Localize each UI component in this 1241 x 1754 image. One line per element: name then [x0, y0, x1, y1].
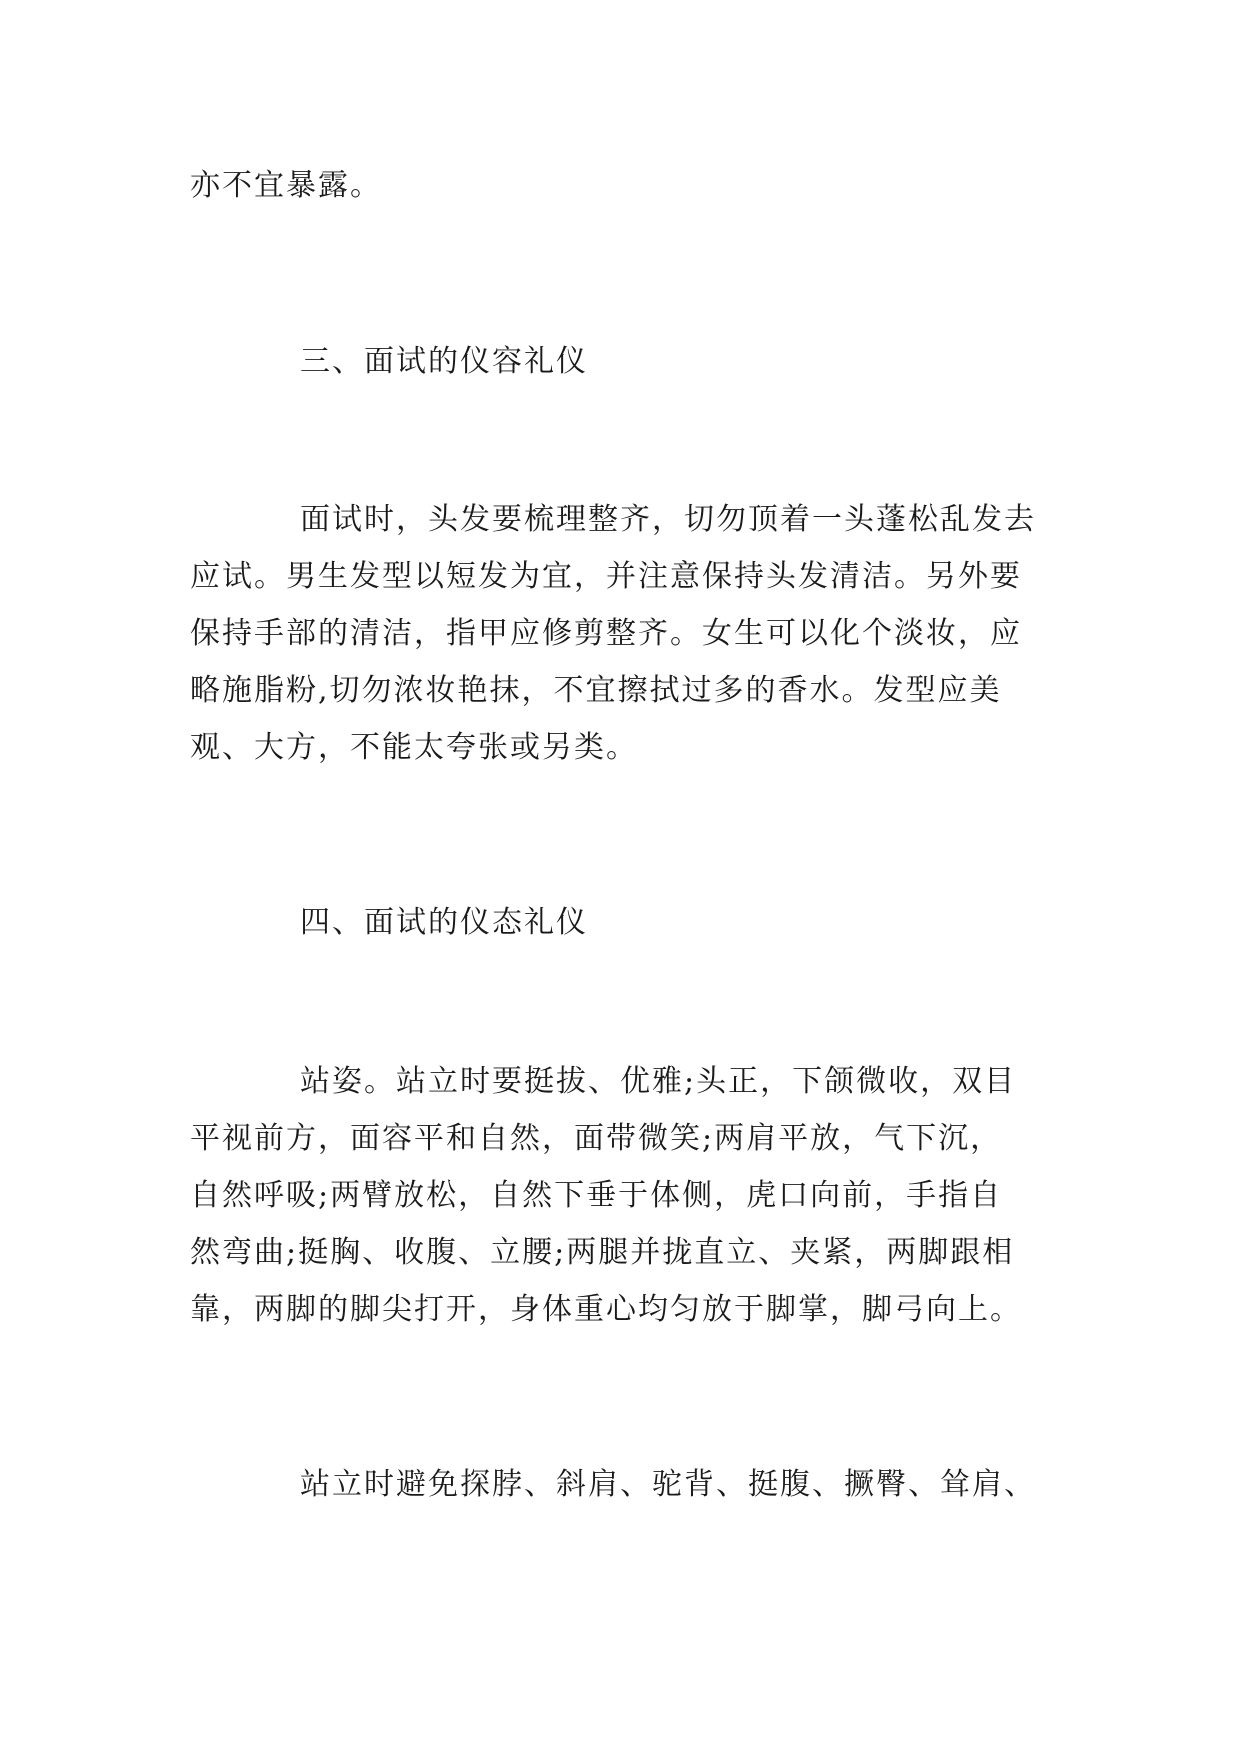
section-heading-4: 四、面试的仪态礼仪: [300, 905, 588, 940]
paragraph-line: 站姿。站立时要挺拔、优雅;头正，下颌微收，双目: [300, 1064, 1017, 1099]
paragraph-line: 站立时避免探脖、斜肩、驼背、挺腹、撅臀、耸肩、: [300, 1467, 1036, 1502]
paragraph-line: 略施脂粉,切勿浓妆艳抹，不宜擦拭过多的香水。发型应美: [190, 673, 1002, 708]
paragraph-line: 亦不宜暴露。: [190, 168, 382, 203]
paragraph-line: 靠，两脚的脚尖打开，身体重心均匀放于脚掌，脚弓向上。: [190, 1292, 1022, 1327]
paragraph-line: 应试。男生发型以短发为宜，并注意保持头发清洁。另外要: [190, 559, 1022, 594]
paragraph-line: 保持手部的清洁，指甲应修剪整齐。女生可以化个淡妆，应: [190, 616, 1022, 651]
paragraph-line: 面试时，头发要梳理整齐，切勿顶着一头蓬松乱发去: [300, 502, 1036, 537]
paragraph-line: 平视前方，面容平和自然，面带微笑;两肩平放，气下沉，: [190, 1121, 1003, 1156]
section-heading-3: 三、面试的仪容礼仪: [300, 344, 588, 379]
paragraph-line: 观、大方，不能太夸张或另类。: [190, 730, 638, 765]
paragraph-line: 然弯曲;挺胸、收腹、立腰;两腿并拢直立、夹紧，两脚跟相: [190, 1235, 1015, 1270]
paragraph-line: 自然呼吸;两臂放松，自然下垂于体侧，虎口向前，手指自: [190, 1178, 1003, 1213]
